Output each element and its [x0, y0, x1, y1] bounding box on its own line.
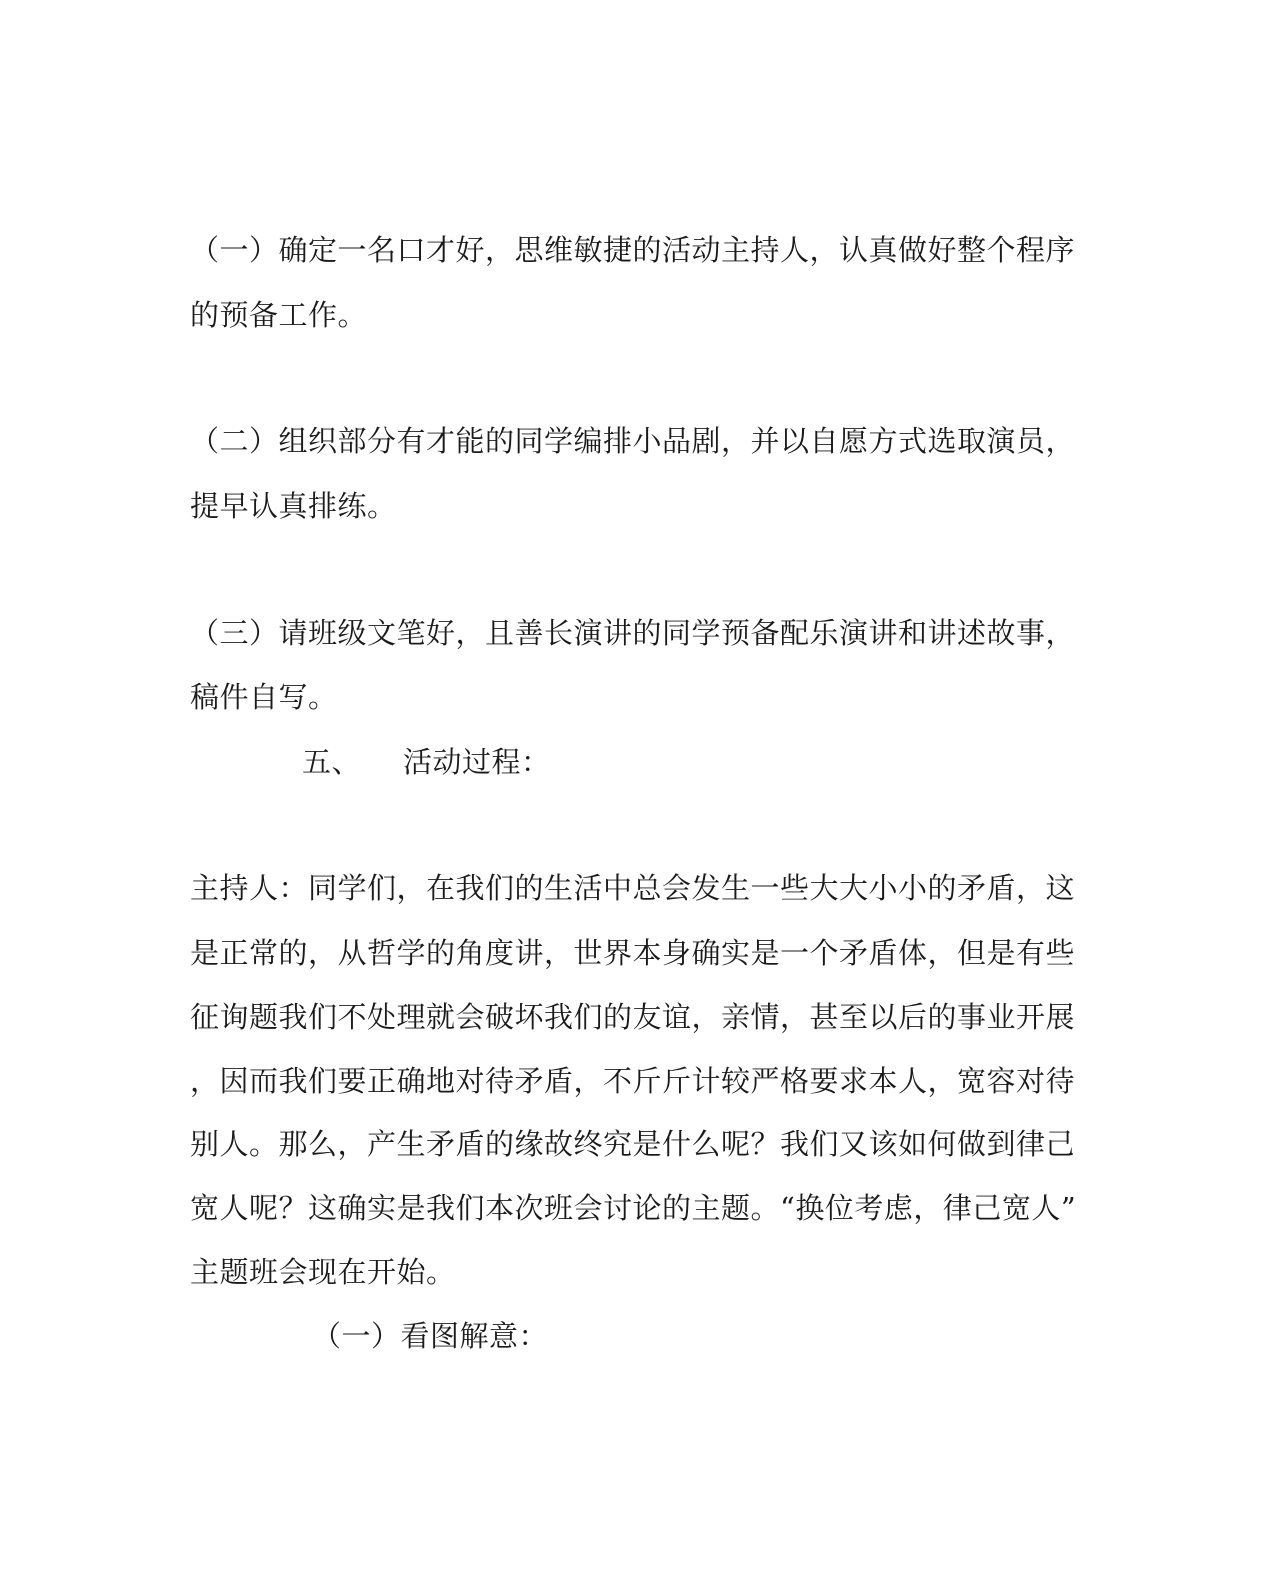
prep-item-3-line-1: （三）请班级文笔好，且善长演讲的同学预备配乐演讲和讲述故事，	[190, 616, 1076, 650]
prep-item-3-line-2: 稿件自写。	[190, 680, 338, 714]
host-paragraph-line-4: ，因而我们要正确地对待矛盾，不斤斤计较严格要求本人，宽容对待	[190, 1064, 1076, 1098]
host-paragraph-line-7: 主题班会现在开始。	[190, 1255, 456, 1289]
prep-item-2-line-1: （二）组织部分有才能的同学编排小品剧，并以自愿方式选取演员，	[190, 424, 1076, 458]
host-paragraph-line-2: 是正常的，从哲学的角度讲，世界本身确实是一个矛盾体，但是有些	[190, 936, 1076, 970]
host-paragraph-line-1: 主持人：同学们，在我们的生活中总会发生一些大大小小的矛盾，这	[190, 871, 1076, 905]
prep-item-1-line-1: （一）确定一名口才好，思维敏捷的活动主持人，认真做好整个程序	[190, 233, 1076, 267]
sub-heading: （一）看图解意：	[312, 1319, 549, 1353]
section-heading-title: 活动过程：	[403, 745, 551, 779]
prep-item-1-line-2: 的预备工作。	[190, 298, 368, 332]
prep-item-2-line-2: 提早认真排练。	[190, 489, 397, 523]
host-paragraph-line-5: 别人。那么，产生矛盾的缘故终究是什么呢？我们又该如何做到律己	[190, 1127, 1076, 1161]
host-paragraph-line-6: 宽人呢？这确实是我们本次班会讨论的主题。“换位考虑，律己宽人”	[190, 1191, 1077, 1225]
host-paragraph-line-3: 征询题我们不处理就会破坏我们的友谊，亲情，甚至以后的事业开展	[190, 1000, 1076, 1034]
section-heading-number: 五、	[302, 745, 362, 779]
section-heading	[302, 744, 551, 780]
